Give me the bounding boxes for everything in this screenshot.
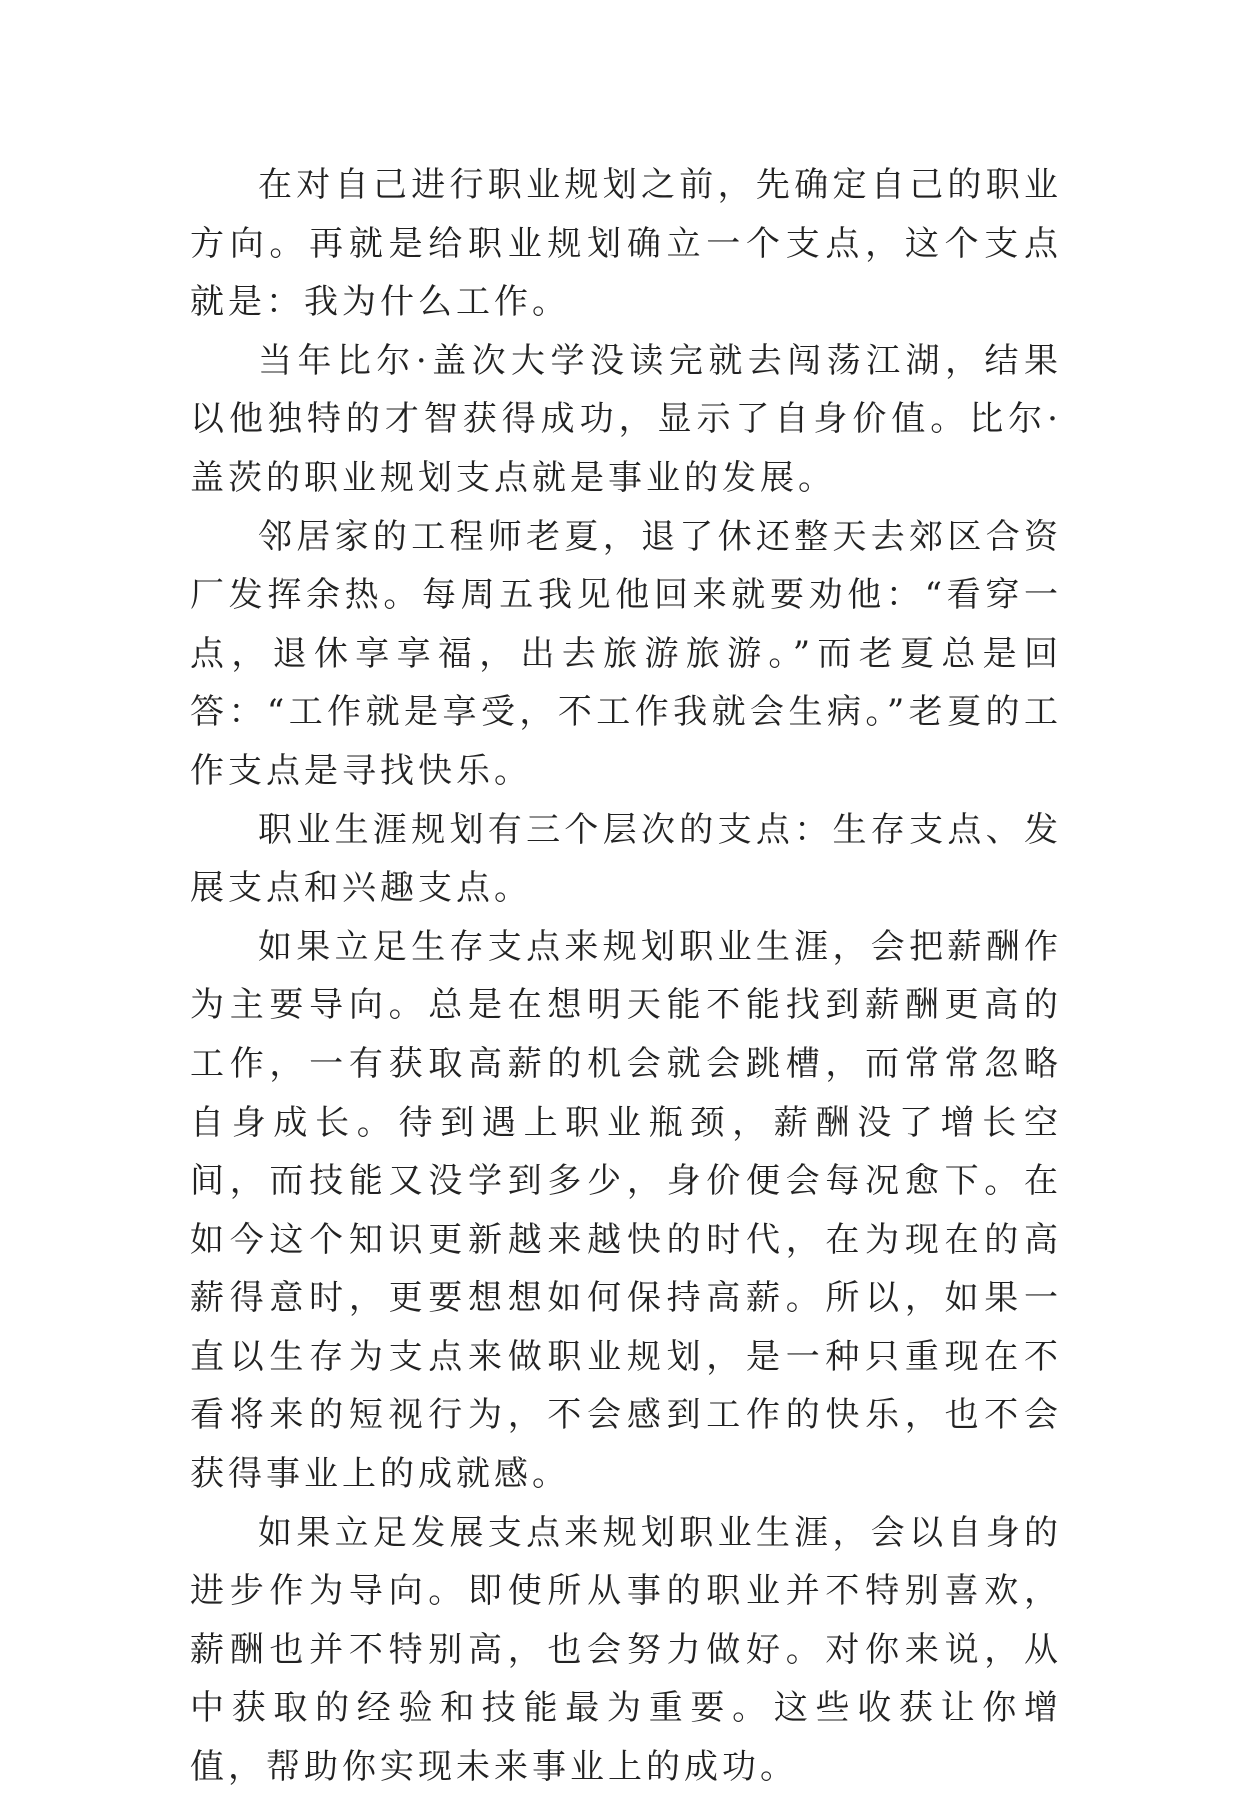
paragraph: 在对自己进行职业规划之前，先确定自己的职业方向。再就是给职业规划确立一个支点，这个支点就是：我为什么工作。: [190, 165, 1062, 323]
paragraph: 如果立足生存支点来规划职业生涯，会把薪酬作为主要导向。总是在想明天能不能找到薪酬更高的工作，一有获取高薪的机会就会跳槽，而常常忽略自身成长。待到遇上职业瓶颈，薪酬没了增长空间，而技能又没学到多少，身价便会每况愈下。在如今这个知识更新越来越快的时代，在为现在的高薪得意时，更要想想如何保持高薪。所以，如果一直以生存为支点来做职业规划，是一种只重现在不看将来的短视行为，不会感到工作的快乐，也不会获得事业上的成就感。: [190, 926, 1062, 1495]
paragraph: 当年比尔·盖次大学没读完就去闯荡江湖，结果以他独特的才智获得成功，显示了自身价值。比尔·盖茨的职业规划支点就是事业的发展。: [190, 340, 1062, 498]
paragraph: 职业生涯规划有三个层次的支点：生存支点、发展支点和兴趣支点。: [190, 809, 1062, 909]
document-body: [190, 156, 1062, 1797]
paragraph: 如果立足发展支点来规划职业生涯，会以自身的进步作为导向。即使所从事的职业并不特别喜欢，薪酬也并不特别高，也会努力做好。对你来说，从中获取的经验和技能最为重要。这些收获让你增值，帮助你实现未来事业上的成功。: [190, 1512, 1062, 1788]
paragraph: 邻居家的工程师老夏，退了休还整天去郊区合资厂发挥余热。每周五我见他回来就要劝他：“看穿一点，退休享享福，出去旅游旅游。”而老夏总是回答：“工作就是享受，不工作我就会生病。”老夏的工作支点是寻找快乐。: [190, 516, 1062, 791]
